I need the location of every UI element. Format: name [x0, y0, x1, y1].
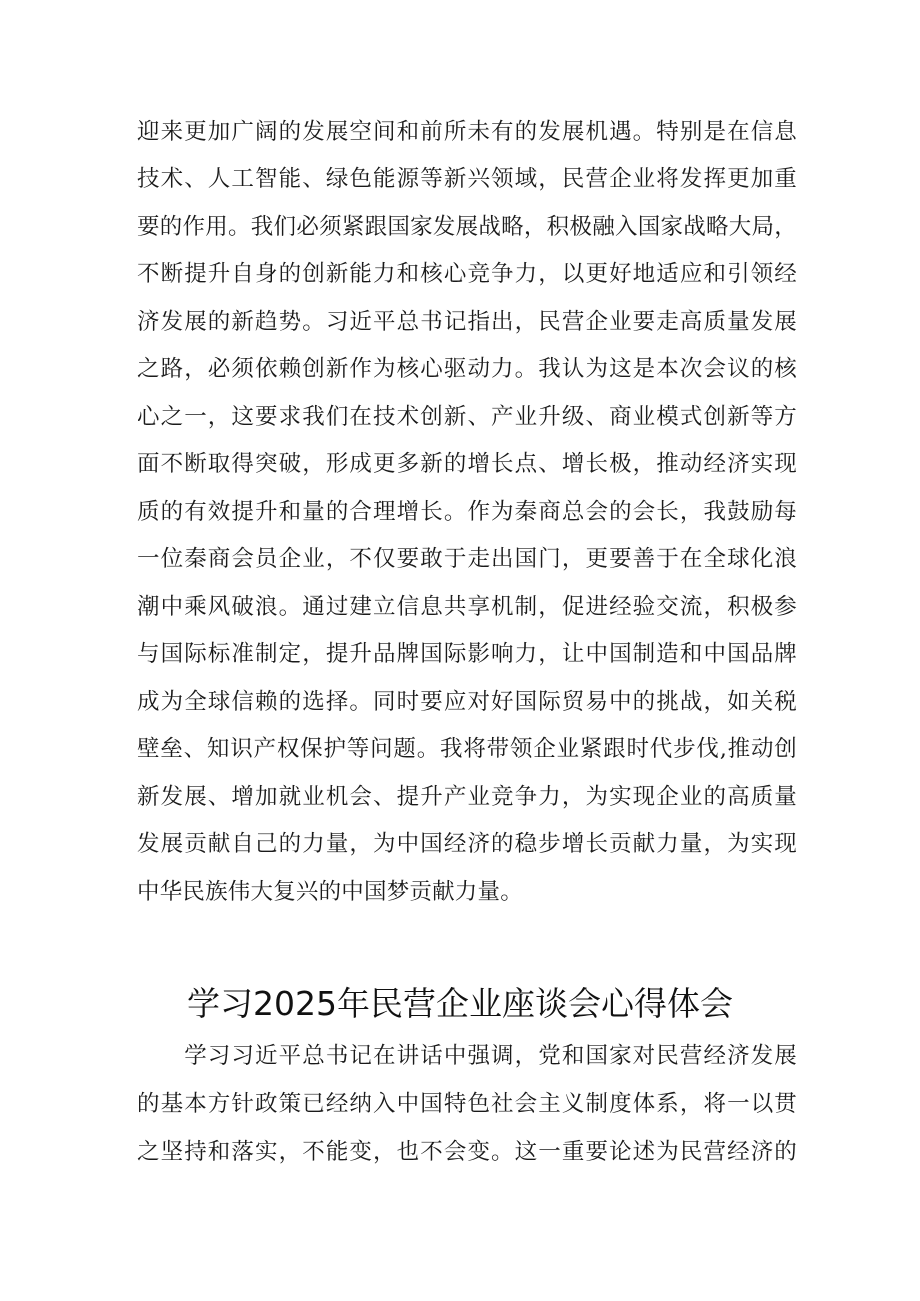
paragraph-line: 发展贡献自己的力量，为中国经济的稳步增长贡献力量，为实现: [137, 831, 797, 857]
paragraph-line: 中华民族伟大复兴的中国梦贡献力量。: [137, 879, 523, 905]
paragraph-line: 要的作用。我们必须紧跟国家发展战略，积极融入国家战略大局，: [137, 214, 797, 240]
paragraph-line: 新发展、增加就业机会、提升产业竞争力，为实现企业的高质量: [137, 784, 797, 810]
paragraph-line: 之坚持和落实，不能变，也不会变。这一重要论述为民营经济的: [137, 1139, 797, 1165]
paragraph-line: 一位秦商会员企业，不仅要敢于走出国门，更要善于在全球化浪: [137, 546, 797, 572]
paragraph-line: 学习习近平总书记在讲话中强调，党和国家对民营经济发展: [137, 1043, 797, 1069]
paragraph-line: 的基本方针政策已经纳入中国特色社会主义制度体系，将一以贯: [137, 1091, 797, 1117]
paragraph-line: 面不断取得突破，形成更多新的增长点、增长极，推动经济实现: [137, 451, 797, 477]
paragraph-line: 壁垒、知识产权保护等问题。我将带领企业紧跟时代步伐,推动创: [137, 736, 797, 762]
paragraph-line: 心之一，这要求我们在技术创新、产业升级、商业模式创新等方: [137, 404, 797, 430]
article-title: 学习2025年民营企业座谈会心得体会: [187, 984, 733, 1023]
paragraph-line: 潮中乘风破浪。通过建立信息共享机制，促进经验交流，积极参: [137, 594, 797, 620]
paragraph-line: 质的有效提升和量的合理增长。作为秦商总会的会长，我鼓励每: [137, 499, 797, 525]
paragraph-line: 不断提升自身的创新能力和核心竞争力，以更好地适应和引领经: [137, 261, 797, 287]
paragraph-line: 之路，必须依赖创新作为核心驱动力。我认为这是本次会议的核: [137, 356, 797, 382]
paragraph-line: 技术、人工智能、绿色能源等新兴领域，民营企业将发挥更加重: [137, 166, 797, 192]
paragraph-line: 迎来更加广阔的发展空间和前所未有的发展机遇。特别是在信息: [137, 119, 797, 145]
paragraph-line: 成为全球信赖的选择。同时要应对好国际贸易中的挑战，如关税: [137, 689, 797, 715]
paragraph-line: 济发展的新趋势。习近平总书记指出，民营企业要走高质量发展: [137, 309, 797, 335]
paragraph-line: 与国际标准制定，提升品牌国际影响力，让中国制造和中国品牌: [137, 641, 797, 667]
